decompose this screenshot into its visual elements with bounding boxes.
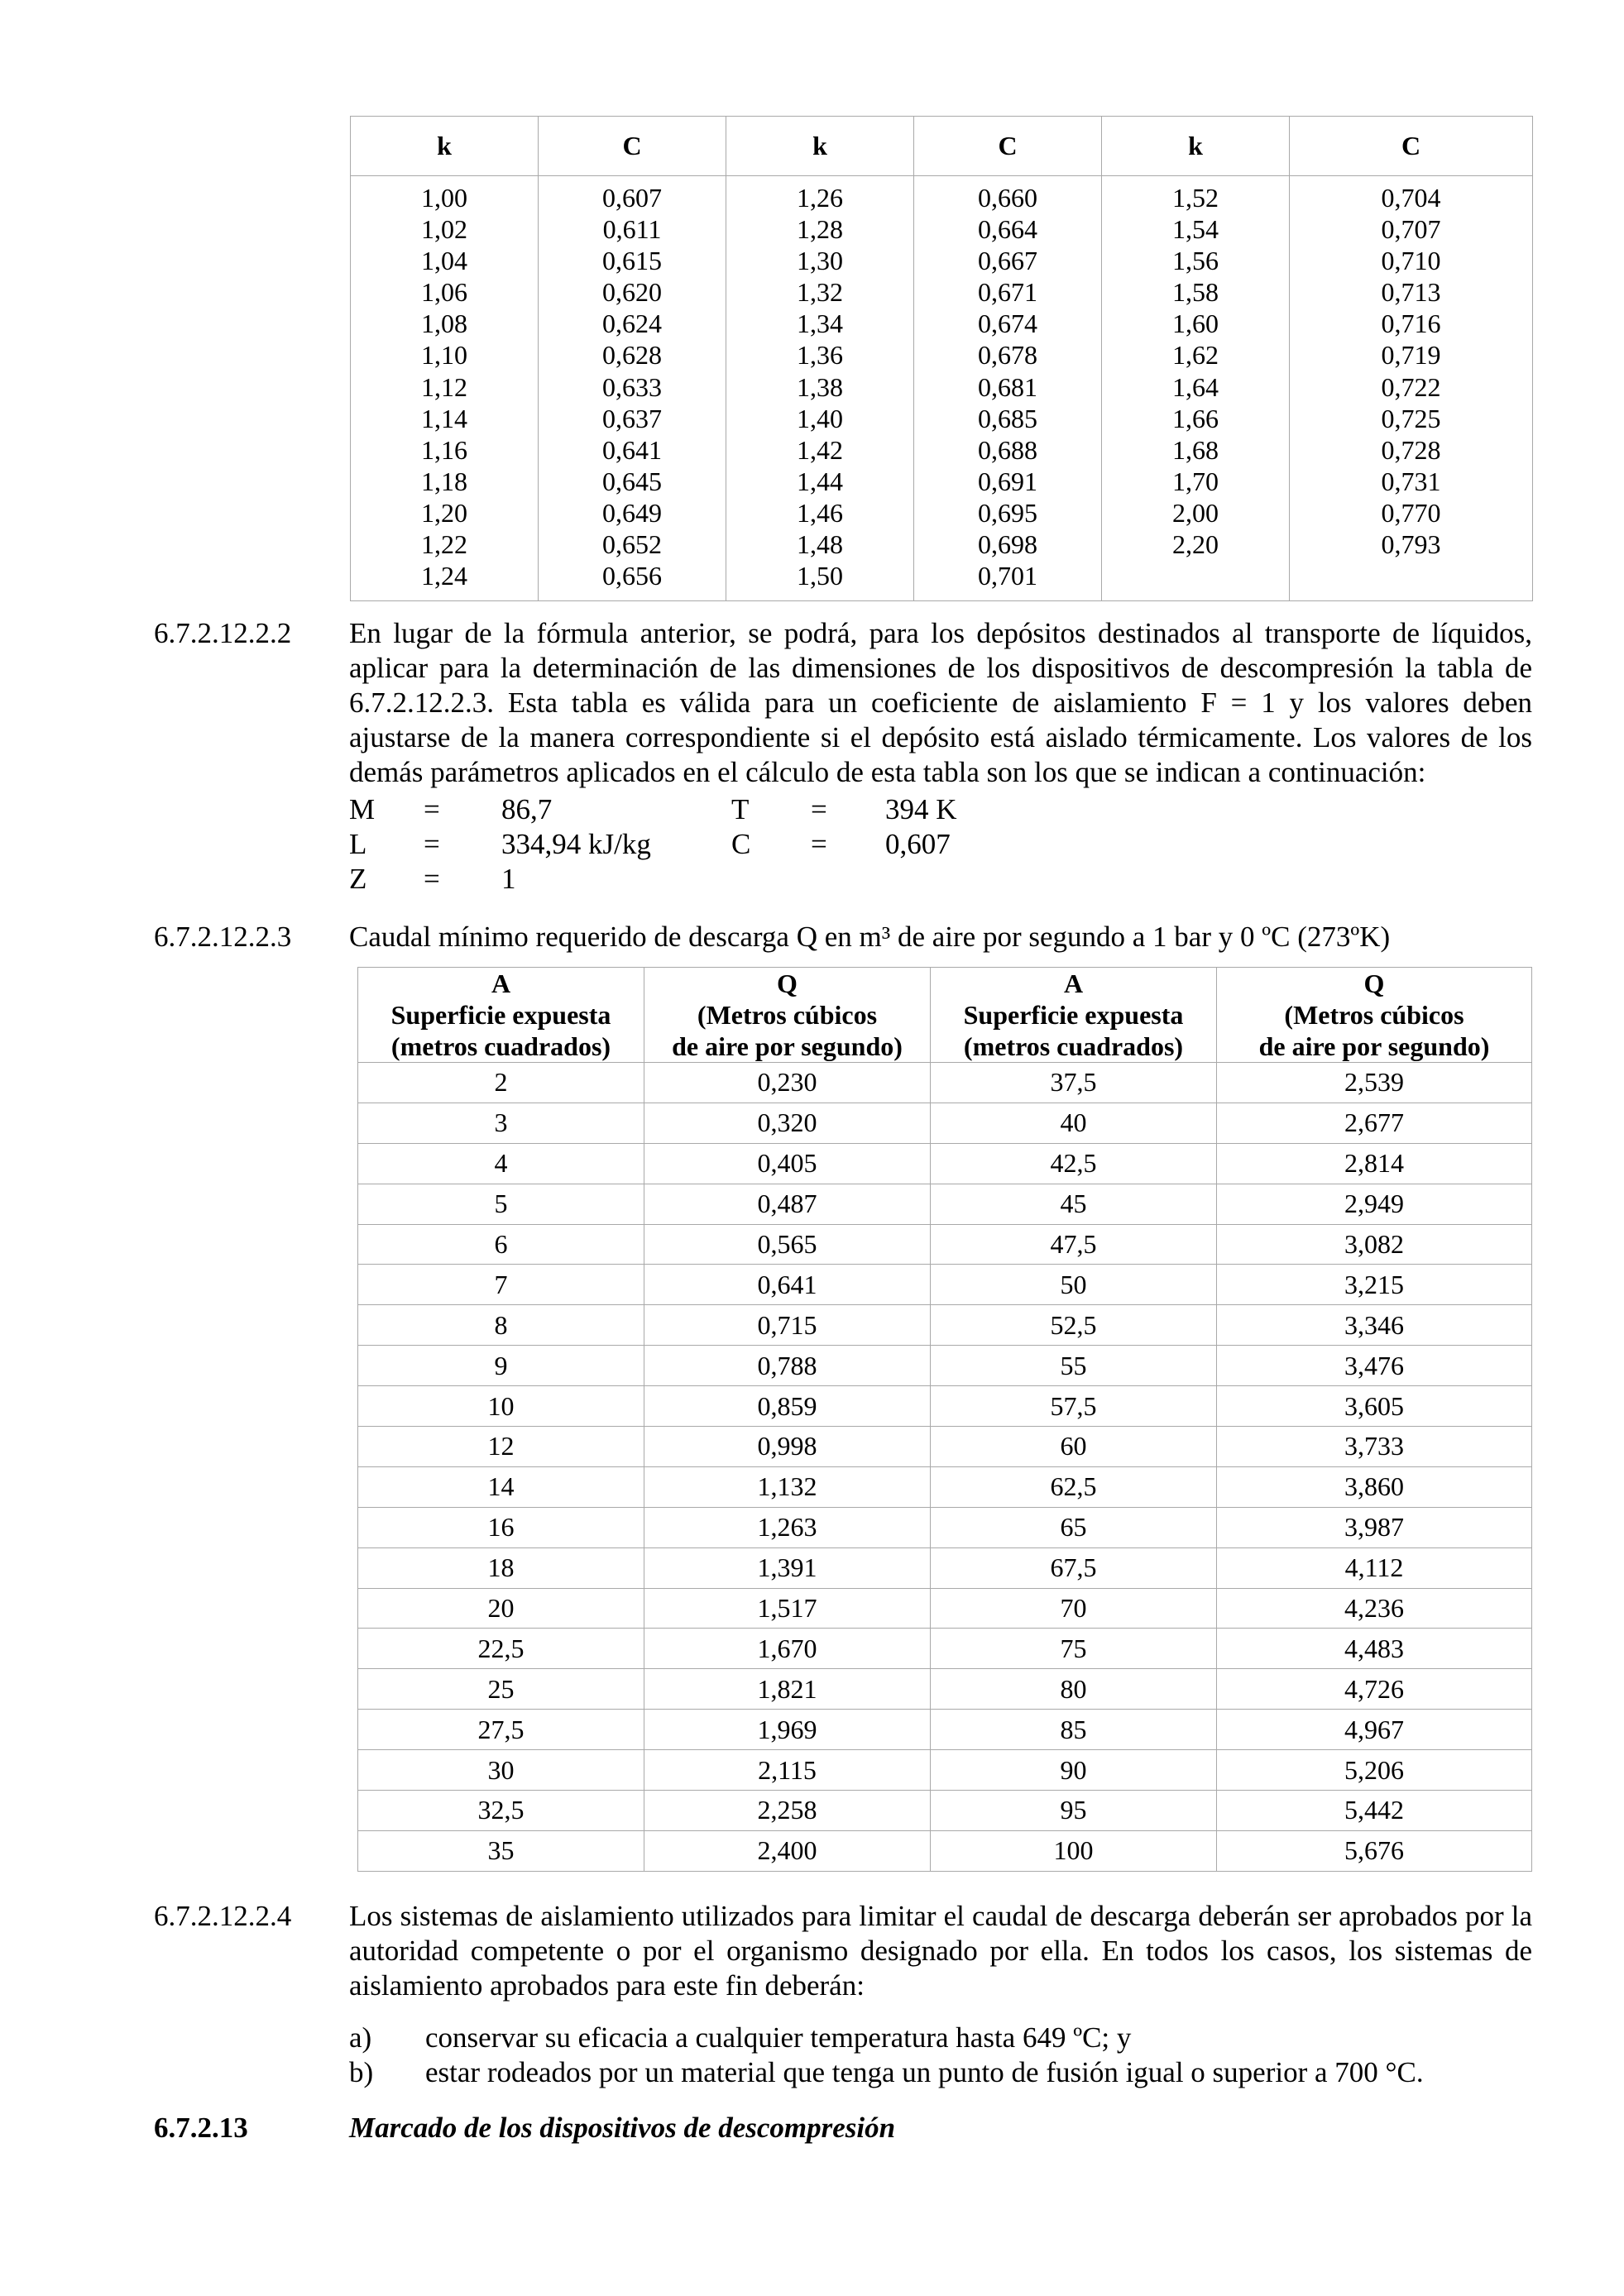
section-paragraph: En lugar de la fórmula anterior, se podrá, para los depósitos destinados al transporte de líquidos, aplicar para la determinación de las dimensiones de los dispositivos de descompresión la tabla de 6.7.2.12.2.3. Esta tabla es válida para un coeficiente de aislamiento F = 1 y los valores deben ajustarse de la manera correspondiente si el depósito está aislado térmicamente. Los valores de los demás parámetros aplicados en el cálculo de esta tabla son los que se indican a continuación: (349, 617, 1532, 788)
section-paragraph: Los sistemas de aislamiento utilizados para limitar el caudal de descarga deberán ser aprobados por la autoridad competente o por el organismo designado por ella. En todos los casos, los sistemas de aislamiento aprobados para este fin deberán: (349, 1900, 1532, 2002)
table-cell: 4 (358, 1143, 644, 1184)
table-cell: 5,442 (1217, 1791, 1532, 1831)
table-header-row (351, 117, 1533, 176)
table-cell: 2,814 (1217, 1143, 1532, 1184)
table-cell: 4,236 (1217, 1588, 1532, 1629)
table-cell: 0,715 (644, 1305, 931, 1346)
table-row (358, 1830, 1532, 1871)
k-c-table (350, 116, 1533, 601)
table-cell: 80 (931, 1669, 1217, 1710)
table-row (358, 1063, 1532, 1103)
header-line: Q (777, 969, 798, 998)
value-list: 0,704 0,707 0,710 0,713 0,716 0,719 0,722 0,725 0,728 0,731 0,770 0,793 (1381, 183, 1441, 560)
table-cell: 3,215 (1217, 1265, 1532, 1305)
table-cell: 85 (931, 1710, 1217, 1750)
value-list: 1,00 1,02 1,04 1,06 1,08 1,10 1,12 1,14 1,16 1,18 1,20 1,22 1,24 (421, 183, 467, 591)
param-value: 0,607 (885, 828, 951, 860)
table-row (358, 1184, 1532, 1224)
header-line: A (491, 969, 511, 998)
table-cell: 32,5 (358, 1791, 644, 1831)
param-value: 1 (501, 863, 516, 895)
header-c-3: C (1290, 117, 1533, 176)
param-symbol: C (731, 828, 751, 860)
table-cell: 3,346 (1217, 1305, 1532, 1346)
table-cell: 14 (358, 1466, 644, 1507)
param-symbol: T (731, 793, 750, 825)
table-cell: 2,115 (644, 1750, 931, 1791)
table-cell: 3,733 (1217, 1427, 1532, 1467)
table-cell: 47,5 (931, 1224, 1217, 1265)
table-cell: 0,998 (644, 1427, 931, 1467)
header-line: de aire por segundo) (672, 1031, 903, 1061)
table-cell: 12 (358, 1427, 644, 1467)
table-cell: 0,641 (644, 1265, 931, 1305)
value-list: 0,660 0,664 0,667 0,671 0,674 0,678 0,681 0,685 0,688 0,691 0,695 0,698 0,701 (978, 183, 1037, 591)
table-cell: 62,5 (931, 1466, 1217, 1507)
c-column-1 (539, 176, 726, 601)
table-cell: 0,405 (644, 1143, 931, 1184)
param-value: 86,7 (501, 793, 553, 825)
table-row (358, 1103, 1532, 1143)
c-column-2 (914, 176, 1102, 601)
table-cell: 2 (358, 1063, 644, 1103)
list-item-letter: b) (349, 2056, 374, 2088)
table-cell: 6 (358, 1224, 644, 1265)
table-cell: 2,258 (644, 1791, 931, 1831)
table-cell: 1,132 (644, 1466, 931, 1507)
table-row (358, 1710, 1532, 1750)
table-cell: 9 (358, 1346, 644, 1386)
table-cell: 3,476 (1217, 1346, 1532, 1386)
table-cell: 1,670 (644, 1629, 931, 1669)
table-cell: 0,788 (644, 1346, 931, 1386)
table-cell: 35 (358, 1830, 644, 1871)
table-cell: 1,391 (644, 1547, 931, 1588)
section-caption: Caudal mínimo requerido de descarga Q en m³ de aire por segundo a 1 bar y 0 ºC (273ºK) (349, 921, 1391, 953)
table-cell: 75 (931, 1629, 1217, 1669)
heading-title: Marcado de los dispositivos de descompresión (349, 2112, 896, 2144)
table-row (358, 1265, 1532, 1305)
table-cell: 10 (358, 1386, 644, 1427)
table-body (358, 1063, 1532, 1872)
table-cell: 95 (931, 1791, 1217, 1831)
value-list: 1,52 1,54 1,56 1,58 1,60 1,62 1,64 1,66 1,68 1,70 2,00 2,20 (1172, 183, 1219, 560)
heading-number: 6.7.2.13 (154, 2112, 248, 2144)
table-cell: 7 (358, 1265, 644, 1305)
k-column-2 (726, 176, 914, 601)
table-row (358, 1629, 1532, 1669)
table-cell: 3,605 (1217, 1386, 1532, 1427)
table-cell: 4,726 (1217, 1669, 1532, 1710)
param-symbol: L (349, 828, 367, 860)
table-cell: 4,967 (1217, 1710, 1532, 1750)
param-equals: = (424, 863, 440, 895)
table-cell: 100 (931, 1830, 1217, 1871)
table-cell: 45 (931, 1184, 1217, 1224)
header-k-2: k (726, 117, 914, 176)
table-cell: 2,677 (1217, 1103, 1532, 1143)
table-row (358, 1507, 1532, 1547)
param-equals: = (424, 793, 440, 825)
section-number: 6.7.2.12.2.2 (154, 617, 292, 649)
table-cell: 0,487 (644, 1184, 931, 1224)
table-cell: 65 (931, 1507, 1217, 1547)
k-column-1 (351, 176, 539, 601)
section-number: 6.7.2.12.2.3 (154, 921, 292, 953)
header-line: A (1063, 969, 1084, 998)
table-row (358, 1224, 1532, 1265)
table-cell: 67,5 (931, 1547, 1217, 1588)
table-row (358, 1669, 1532, 1710)
header-k-3: k (1102, 117, 1290, 176)
header-line: (metros cuadrados) (390, 1031, 611, 1061)
header-c-2: C (914, 117, 1102, 176)
c-column-3 (1290, 176, 1533, 601)
table-cell: 55 (931, 1346, 1217, 1386)
table-row (358, 1547, 1532, 1588)
table-cell: 8 (358, 1305, 644, 1346)
header-k-1: k (351, 117, 539, 176)
param-value: 334,94 kJ/kg (501, 828, 651, 860)
table-row (358, 1750, 1532, 1791)
table-cell: 90 (931, 1750, 1217, 1791)
table-row (351, 176, 1533, 601)
header-area-1 (358, 968, 644, 1063)
table-cell: 70 (931, 1588, 1217, 1629)
table-cell: 27,5 (358, 1710, 644, 1750)
discharge-rate-table (357, 967, 1532, 1872)
table-cell: 1,517 (644, 1588, 931, 1629)
table-cell: 5,676 (1217, 1830, 1532, 1871)
table-cell: 42,5 (931, 1143, 1217, 1184)
list-item-letter: a) (349, 2021, 372, 2054)
table-cell: 0,230 (644, 1063, 931, 1103)
header-line: Q (1363, 969, 1385, 998)
table-cell: 1,263 (644, 1507, 931, 1547)
table-cell: 22,5 (358, 1629, 644, 1669)
param-equals: = (811, 828, 827, 860)
table-cell: 2,539 (1217, 1063, 1532, 1103)
table-cell: 2,949 (1217, 1184, 1532, 1224)
table-cell: 18 (358, 1547, 644, 1588)
k-column-3 (1102, 176, 1290, 601)
param-symbol: M (349, 793, 376, 825)
list-item-text: conservar su eficacia a cualquier temperatura hasta 649 ºC; y (425, 2021, 1132, 2054)
value-list: 0,607 0,611 0,615 0,620 0,624 0,628 0,633 0,637 0,641 0,645 0,649 0,652 0,656 (602, 183, 662, 591)
table-cell: 30 (358, 1750, 644, 1791)
table-cell: 20 (358, 1588, 644, 1629)
section-number: 6.7.2.12.2.4 (154, 1900, 292, 1932)
header-line: de aire por segundo) (1258, 1031, 1490, 1061)
header-c-1: C (539, 117, 726, 176)
table-cell: 52,5 (931, 1305, 1217, 1346)
table-cell: 60 (931, 1427, 1217, 1467)
table-cell: 3,082 (1217, 1224, 1532, 1265)
table-cell: 4,483 (1217, 1629, 1532, 1669)
table-cell: 0,320 (644, 1103, 931, 1143)
table-cell: 1,969 (644, 1710, 931, 1750)
table-cell: 3,860 (1217, 1466, 1532, 1507)
table-row (358, 1588, 1532, 1629)
table-cell: 50 (931, 1265, 1217, 1305)
table-cell: 16 (358, 1507, 644, 1547)
table-cell: 3,987 (1217, 1507, 1532, 1547)
header-line: (Metros cúbicos (1284, 1000, 1464, 1030)
header-line: Superficie expuesta (390, 1000, 611, 1030)
header-flow-1 (644, 968, 931, 1063)
table-cell: 4,112 (1217, 1547, 1532, 1588)
value-list: 1,26 1,28 1,30 1,32 1,34 1,36 1,38 1,40 1,42 1,44 1,46 1,48 1,50 (797, 183, 843, 591)
table-cell: 3 (358, 1103, 644, 1143)
table-cell: 40 (931, 1103, 1217, 1143)
table-row (358, 1386, 1532, 1427)
param-symbol: Z (349, 863, 367, 895)
table-cell: 0,565 (644, 1224, 931, 1265)
param-value: 394 K (885, 793, 957, 825)
table-cell: 5,206 (1217, 1750, 1532, 1791)
table-cell: 2,400 (644, 1830, 931, 1871)
table-row (358, 1466, 1532, 1507)
param-equals: = (811, 793, 827, 825)
header-flow-2 (1217, 968, 1532, 1063)
table-row (358, 1427, 1532, 1467)
table-row (358, 1143, 1532, 1184)
table-header-row (358, 968, 1532, 1063)
table-cell: 1,821 (644, 1669, 931, 1710)
table-cell: 57,5 (931, 1386, 1217, 1427)
table-cell: 25 (358, 1669, 644, 1710)
header-line: (metros cuadrados) (963, 1031, 1184, 1061)
header-line: Superficie expuesta (963, 1000, 1184, 1030)
table-row (358, 1305, 1532, 1346)
param-equals: = (424, 828, 440, 860)
header-area-2 (931, 968, 1217, 1063)
header-line: (Metros cúbicos (697, 1000, 878, 1030)
list-item-text: estar rodeados por un material que tenga un punto de fusión igual o superior a 700 °C. (425, 2056, 1424, 2088)
table-row (358, 1346, 1532, 1386)
table-cell: 5 (358, 1184, 644, 1224)
table-cell: 0,859 (644, 1386, 931, 1427)
table-cell: 37,5 (931, 1063, 1217, 1103)
table-row (358, 1791, 1532, 1831)
